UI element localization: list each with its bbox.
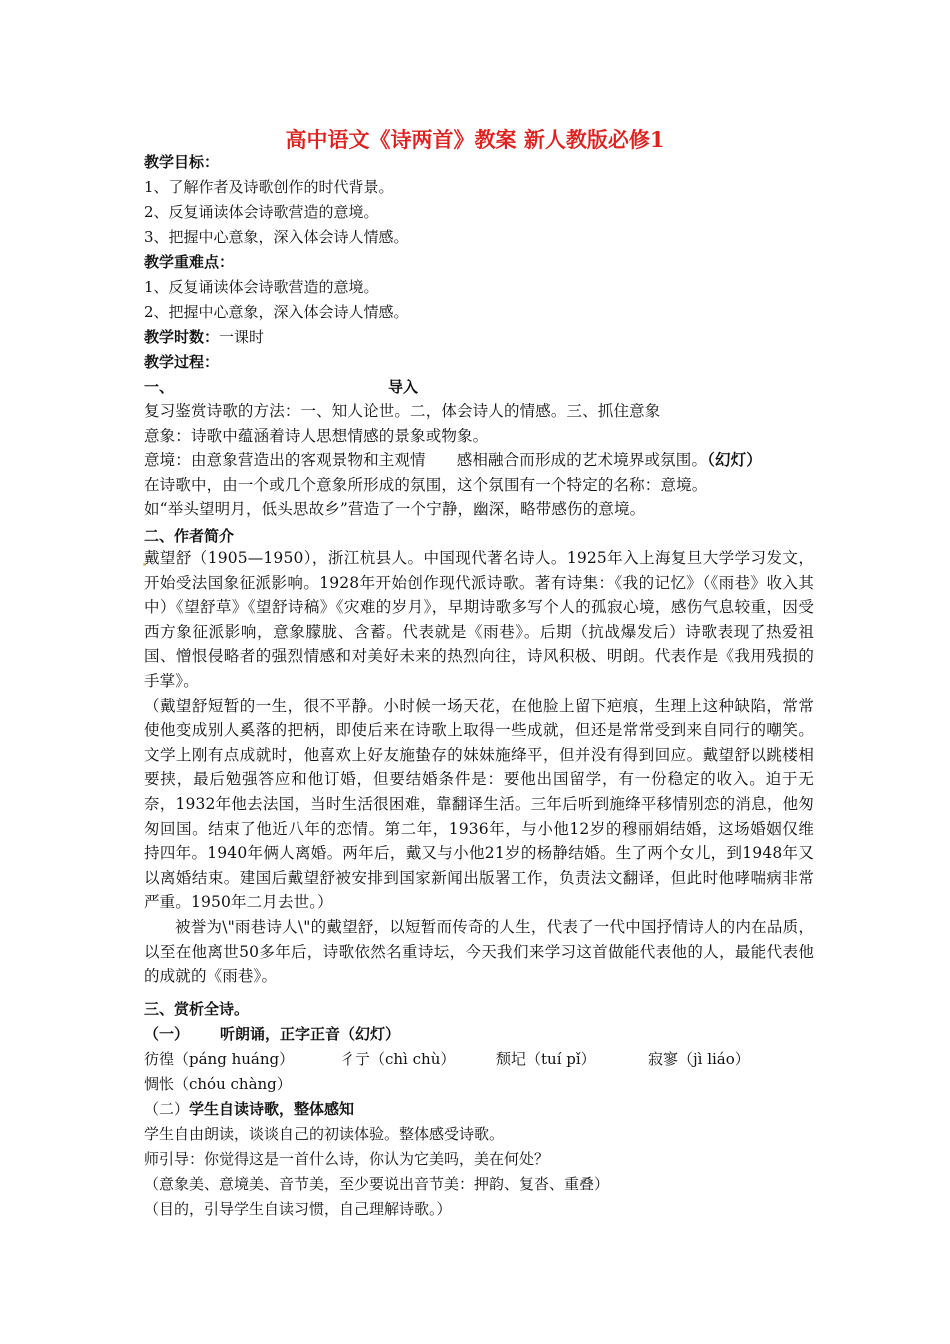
yijing-definition-part: 意境：由意象营造出的客观景物和主观情 [144, 451, 426, 470]
key-points-heading: 教学重难点： [144, 253, 235, 271]
process-heading: 教学过程： [144, 353, 220, 371]
paragraph: 在诗歌中，由一个或几个意象所形成的氛围，这个氛围有一个特定的名称：意境。 [144, 475, 708, 494]
subsection-2-heading [144, 1099, 354, 1119]
key-point-item: 1、反复诵读体会诗歌营造的意境。 [144, 278, 379, 296]
pronunciation-word: 惆怅（chóu chàng） [144, 1075, 292, 1093]
activity-line: （目的，引导学生自读习惯，自己理解诗歌。） [144, 1200, 452, 1218]
goal-item: 1、了解作者及诗歌创作的时代背景。 [144, 178, 394, 196]
yijing-definition-part: 感相融合而形成的艺术境界或氛围。 [456, 451, 708, 470]
paragraph: 复习鉴赏诗歌的方法：一、知人论世。二，体会诗人的情感。三、抓住意象 [144, 402, 661, 420]
activity-line: 学生自由朗读，谈谈自己的初读体验。整体感受诗歌。 [144, 1125, 505, 1143]
pronunciation-word: 颓圮（tuí pǐ） [496, 1050, 596, 1068]
section-1-heading: 导入 [388, 378, 419, 396]
paragraph: 意象：诗歌中蕴涵着诗人思想情感的景象或物象。 [144, 426, 489, 445]
pronunciation-word: 寂寥（jì liáo） [648, 1050, 750, 1068]
activity-line: 师引导：你觉得这是一首什么诗，你认为它美吗，美在何处？ [144, 1150, 550, 1168]
goal-item: 3、把握中心意象，深入体会诗人情感。 [144, 228, 409, 246]
section-2-heading: 二、作者简介 [144, 527, 235, 545]
class-hours-label: 教学时数： [144, 328, 220, 346]
author-summary-paragraph: 被誉为\"雨巷诗人\"的戴望舒，以短暂而传奇的人生，代表了一代中国抒情诗人的内在品质，以至在他离世50多年后，诗歌依然名重诗坛，今天我们来学习这首做能代表他的人，最能代表他的成就的《雨巷》。 [144, 917, 814, 986]
subsection-2-title: 学生自读诗歌，整体感知 [189, 1100, 355, 1118]
activity-line: （意象美、意境美、音节美，至少要说出音节美：押韵、复沓、重叠） [144, 1175, 610, 1193]
subsection-1-heading: 听朗诵，正字正音（幻灯） [220, 1025, 401, 1043]
section-1-body [144, 399, 814, 522]
section-2-body [144, 546, 814, 989]
paragraph [144, 448, 814, 473]
author-life-paragraph: （戴望舒短暂的一生，很不平静。小时候一场天花，在他脸上留下疤痕，生理上这种缺陷，常常使他变成别人奚落的把柄，即使后来在诗歌上取得一些成就，但还是常常受到来自同行的嘲笑。文学上刚有点成就时，他喜欢上好友施蛰存的妹妹施绛平，但并没有得到回应。戴望舒以跳楼相要挟，最后勉强答应和他订婚，但要结婚条件是：要他出国留学，有一份稳定的收入。迫于无奈，1932年他去法国，当时生活很困难，靠翻译生活。三年后听到施绛平移情别恋的消息，他匆匆回国。结束了他近八年的恋情。第二年，1936年，与小他12岁的穆丽娟结婚，这场婚姻仅维持四年。1940年俩人离婚。两年后，戴又与小他21岁的杨静结婚。生了两个女儿，到1948年又以离婚结束。建国后戴望舒被安排到国家新闻出版署工作，负责法文翻译，但此时他哮喘病非常严重。1950年二月去世。） [144, 696, 814, 912]
key-point-item: 2、把握中心意象，深入体会诗人情感。 [144, 303, 409, 321]
subsection-2-number: （二） [144, 1100, 190, 1118]
author-bio-paragraph: 戴望舒（1905—1950），浙江杭县人。中国现代著名诗人。1925年入上海复旦大学学习发文，开始受法国象征派影响。1928年开始创作现代派诗歌。著有诗集：《我的记忆》（《雨巷》收入其中）《望舒草》《望舒诗稿》《灾难的岁月》，早期诗歌多写个人的孤寂心境，感伤气息较重，因受西方象征派影响，意象朦胧、含蓄。代表就是《雨巷》。后期（抗战爆发后）诗歌表现了热爱祖国、憎恨侵略者的强烈情感和对美好未来的热烈向往，诗风积极、明朗。代表作是《我用残损的手掌》。 [144, 549, 814, 690]
class-hours [144, 327, 264, 347]
section-3-heading: 三、赏析全诗。 [144, 1000, 250, 1018]
slide-note: （幻灯） [707, 450, 762, 470]
pronunciation-word: 彳亍（chì chù） [340, 1050, 456, 1068]
section-1-number: 一、 [144, 378, 175, 396]
paragraph: 如“举头望明月，低头思故乡”营造了一个宁静，幽深，略带感伤的意境。 [144, 500, 646, 519]
document-title: 高中语文《诗两首》教案 新人教版必修1 [285, 127, 665, 152]
class-hours-value: 一课时 [219, 328, 265, 346]
pronunciation-word: 彷徨（páng huáng） [144, 1050, 295, 1068]
goal-item: 2、反复诵读体会诗歌营造的意境。 [144, 203, 379, 221]
goals-heading: 教学目标： [144, 153, 220, 171]
subsection-1-number: （一） [144, 1025, 190, 1043]
